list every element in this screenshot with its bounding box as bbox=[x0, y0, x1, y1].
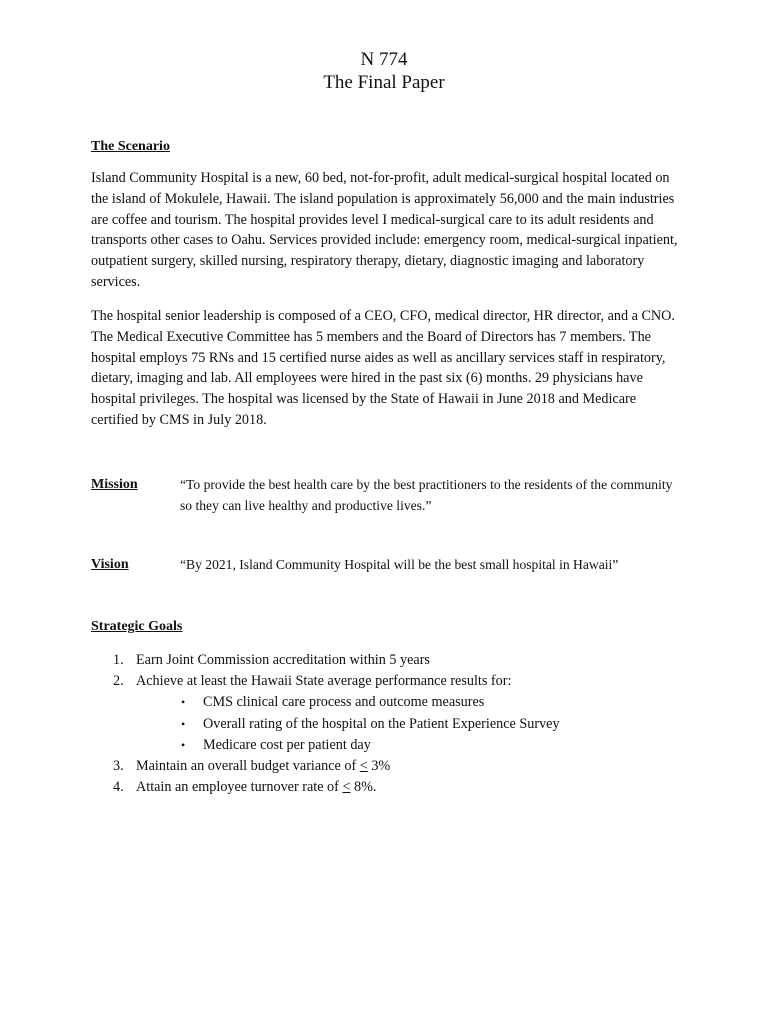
vision-label: Vision bbox=[91, 557, 129, 572]
mission-label: Mission bbox=[91, 477, 138, 492]
goal-item-4 bbox=[91, 777, 691, 798]
scenario-paragraph-2: The hospital senior leadership is composed of a CEO, CFO, medical director, HR director, and a CNO. The Medical Executive Committee has 5 members and the Board of Directors has 7 members. The hospital employs 75 RNs and 15 certified nurse aides as well as ancillary services staff in respiratory, dietary, imaging and lab. All employees were hired in the past six (6) months. 29 physicians have hospital privileges. The hospital was licensed by the State of Hawaii in June 2018 and Medicare certified by CMS in July 2018. bbox=[91, 308, 675, 428]
goal-value: 3% bbox=[367, 757, 391, 774]
goal-text: Attain an employee turnover rate of bbox=[136, 779, 343, 796]
goal-item-3 bbox=[91, 756, 691, 777]
goal-text: Achieve at least the Hawaii State average performance results for: bbox=[136, 673, 512, 690]
scenario-heading: The Scenario bbox=[91, 139, 170, 154]
title-block bbox=[0, 48, 768, 94]
strategic-goals-list bbox=[91, 650, 691, 798]
bullet-icon: • bbox=[181, 695, 186, 710]
goal-sub-item-1 bbox=[91, 692, 691, 713]
goal-text: Maintain an overall budget variance of bbox=[136, 757, 360, 774]
goal-item-2 bbox=[91, 671, 691, 692]
goal-item-1 bbox=[91, 650, 691, 671]
mission-statement: “To provide the best health care by the best practitioners to the residents of the community so they can live healthy and productive lives.” bbox=[180, 477, 673, 513]
sub-item-text: CMS clinical care process and outcome measures bbox=[203, 694, 485, 711]
less-or-equal-symbol: < bbox=[342, 779, 351, 796]
bullet-icon: • bbox=[181, 716, 186, 731]
sub-item-text: Medicare cost per patient day bbox=[203, 736, 371, 753]
bullet-icon: • bbox=[181, 737, 186, 752]
goal-text: Earn Joint Commission accreditation within 5 years bbox=[136, 652, 430, 668]
course-code: N 774 bbox=[360, 49, 408, 70]
goal-sub-item-2 bbox=[91, 714, 691, 735]
goal-number: 4. bbox=[113, 779, 124, 796]
paper-title: The Final Paper bbox=[323, 72, 445, 93]
goal-number: 1. bbox=[113, 652, 124, 668]
goal-value: 8%. bbox=[350, 779, 377, 796]
goal-number: 3. bbox=[113, 757, 124, 774]
goal-sub-item-3 bbox=[91, 735, 691, 756]
goal-number: 2. bbox=[113, 673, 124, 690]
sub-item-text: Overall rating of the hospital on the Patient Experience Survey bbox=[203, 715, 560, 732]
less-or-equal-symbol: < bbox=[359, 757, 368, 774]
strategic-goals-heading: Strategic Goals bbox=[91, 619, 183, 634]
scenario-paragraph-1: Island Community Hospital is a new, 60 bed, not-for-profit, adult medical-surgical hospital located on the island of Mokulele, Hawaii. The island population is approximately 56,000 and the main industries are coffee and tourism. The hospital provides level I medical-surgical care to its adult residents and transports other cases to Oahu. Services provided include: emergency room, medical-surgical inpatient, outpatient surgery, skilled nursing, respiratory therapy, dietary, diagnostic imaging and laboratory services. bbox=[91, 170, 678, 290]
vision-statement: “By 2021, Island Community Hospital will be the best small hospital in Hawaii” bbox=[180, 557, 619, 572]
